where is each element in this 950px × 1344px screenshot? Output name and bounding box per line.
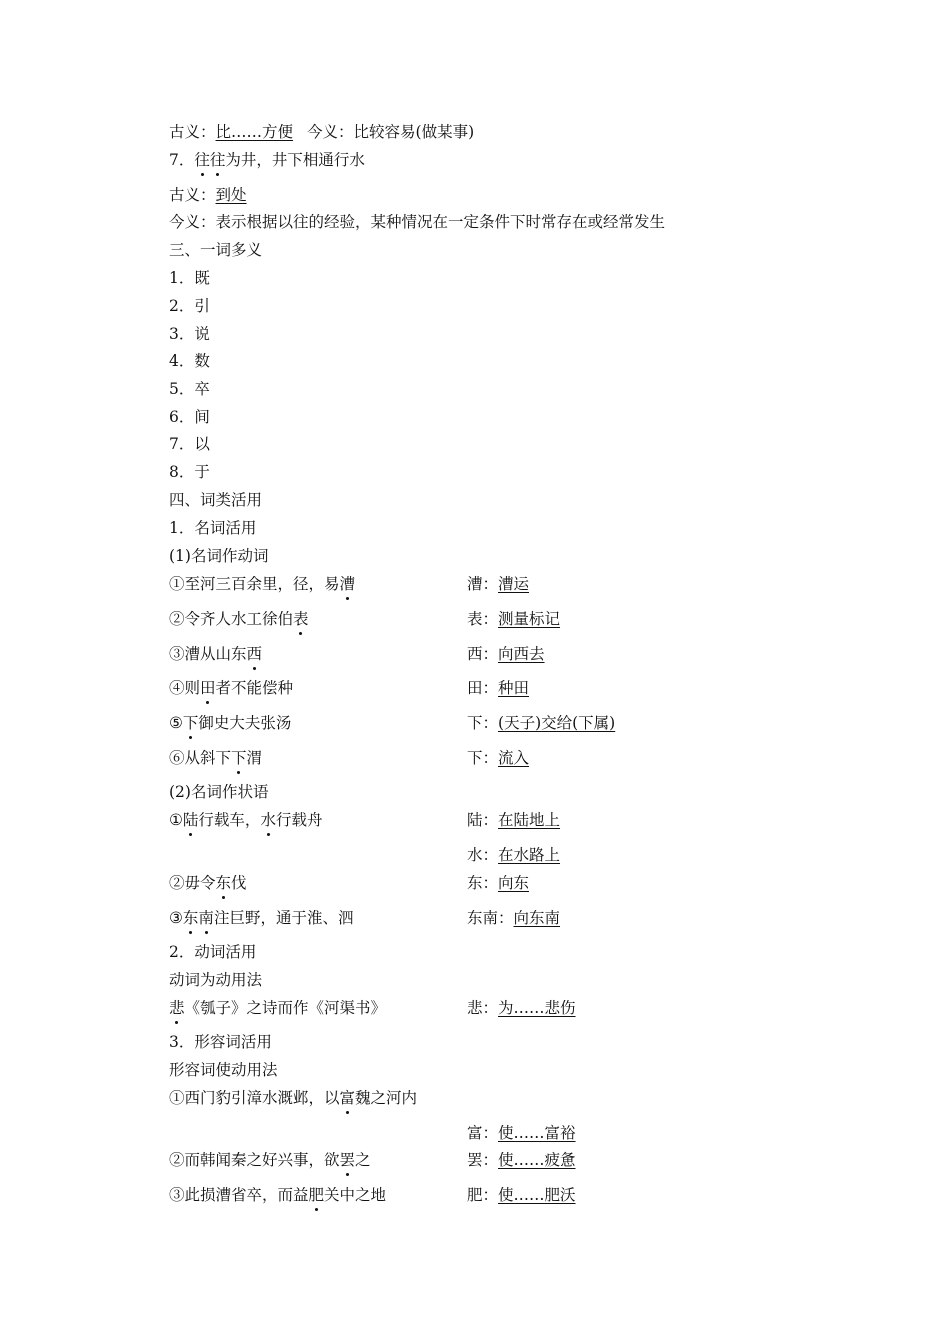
example-sentence: ②毋令东伐 [169, 874, 247, 892]
polysemy-item: 1．既 [169, 269, 210, 287]
example-gloss: 罢：使……疲惫 [467, 1151, 576, 1169]
answer: 向东南 [513, 909, 561, 927]
example-gloss: 下：(天子)交给(下属) [467, 714, 616, 732]
label-ancient: 古义： [169, 123, 216, 141]
example-sentence: ②而韩闻秦之好兴事，欲罢之 [169, 1151, 371, 1169]
answer: 为……悲伤 [498, 999, 576, 1017]
emphasized-char: 漕 [339, 575, 356, 593]
example-gloss: 陆：在陆地上 [467, 811, 561, 829]
answer: 流入 [498, 749, 530, 767]
example-gloss: 下：流入 [467, 749, 530, 767]
example-gloss: 田：种田 [467, 679, 530, 697]
label-modern: 今义：比较容易(做某事) [307, 123, 475, 141]
emphasized-char: 下 [182, 714, 199, 732]
example-gloss: 东南：向东南 [467, 909, 561, 927]
example-sentence: ②令齐人水工徐伯表 [169, 610, 309, 628]
answer: 使……肥沃 [498, 1186, 576, 1204]
gloss-line-ancient-1 [169, 122, 474, 142]
answer: 比……方便 [215, 123, 294, 141]
emphasized-char: 往 [194, 151, 210, 169]
emphasized-char: 往 [209, 151, 226, 169]
polysemy-item: 4．数 [169, 352, 210, 370]
example-gloss: 富：使……富裕 [467, 1124, 576, 1142]
example-gloss: 东：向东 [467, 874, 530, 892]
emphasized-char: 表 [293, 610, 309, 628]
emphasized-char: 富 [339, 1089, 356, 1107]
emphasized-char: 水 [260, 811, 276, 829]
subheading-adjective: 3．形容词活用 [169, 1033, 272, 1051]
answer: 使……疲惫 [498, 1151, 576, 1169]
answer: 使……富裕 [498, 1124, 576, 1142]
subheading-adjective-causative: 形容词使动用法 [169, 1061, 278, 1079]
example-sentence: ⑥从斜下下渭 [169, 749, 263, 767]
answer: (天子)交给(下属) [498, 714, 616, 732]
example-sentence: ③东南注巨野，通于淮、泗 [169, 909, 354, 927]
example-sentence: ①陆行载车，水行载舟 [169, 811, 323, 829]
example-sentence: ①至河三百余里，径，易漕 [169, 575, 356, 593]
answer: 到处 [215, 186, 247, 204]
polysemy-item: 5．卒 [169, 380, 210, 398]
answer: 漕运 [498, 575, 530, 593]
item-7-heading: 7．往往为井，井下相通行水 [169, 151, 365, 169]
example-gloss: 西：向西去 [467, 645, 545, 663]
example-sentence: ③此损漕省卒，而益肥关中之地 [169, 1186, 387, 1204]
polysemy-item: 6．间 [169, 408, 210, 426]
emphasized-char: 下 [231, 749, 247, 767]
subheading-verb-putative: 动词为动用法 [169, 971, 263, 989]
example-gloss: 悲：为……悲伤 [467, 999, 576, 1017]
example-sentence: ④则田者不能偿种 [169, 679, 294, 697]
answer: 在陆地上 [498, 811, 561, 829]
gloss-line-modern-2: 今义：表示根据以往的经验，某种情况在一定条件下时常存在或经常发生 [169, 213, 666, 231]
section-heading-word-class: 四、词类活用 [169, 491, 263, 509]
example-gloss: 肥：使……肥沃 [467, 1186, 576, 1204]
polysemy-item: 2．引 [169, 297, 210, 315]
emphasized-char: 悲 [169, 999, 185, 1017]
example-gloss: 表：测量标记 [467, 610, 561, 628]
polysemy-item: 8．于 [169, 463, 210, 481]
answer: 测量标记 [498, 610, 561, 628]
emphasized-char: 罢 [339, 1151, 356, 1169]
example-sentence: ③漕从山东西 [169, 645, 263, 663]
emphasized-char: 肥 [308, 1186, 325, 1204]
example-sentence: ⑤下御史大夫张汤 [169, 714, 292, 732]
example-sentence: ①西门豹引漳水溉邺，以富魏之河内 [169, 1089, 418, 1107]
answer: 在水路上 [498, 846, 561, 864]
polysemy-item: 3．说 [169, 325, 210, 343]
emphasized-char: 东 [215, 874, 232, 892]
answer: 种田 [498, 679, 530, 697]
answer: 向东 [498, 874, 530, 892]
example-sentence: 悲《瓠子》之诗而作《河渠书》 [169, 999, 387, 1017]
emphasized-char: 南 [198, 909, 214, 927]
emphasized-char: 东 [182, 909, 199, 927]
answer: 向西去 [498, 645, 545, 663]
subheading-verb: 2．动词活用 [169, 943, 257, 961]
subheading-noun-as-adverbial: (2)名词作状语 [169, 783, 269, 801]
emphasized-char: 陆 [182, 811, 199, 829]
example-gloss: 水：在水路上 [467, 846, 561, 864]
example-gloss: 漕：漕运 [467, 575, 530, 593]
emphasized-char: 田 [200, 679, 216, 697]
subheading-noun: 1．名词活用 [169, 519, 257, 537]
gloss-line-ancient-2: 古义：到处 [169, 186, 247, 204]
section-heading-polysemy: 三、一词多义 [169, 241, 263, 259]
emphasized-char: 西 [246, 645, 263, 663]
polysemy-item: 7．以 [169, 435, 210, 453]
subheading-noun-as-verb: (1)名词作动词 [169, 547, 269, 565]
